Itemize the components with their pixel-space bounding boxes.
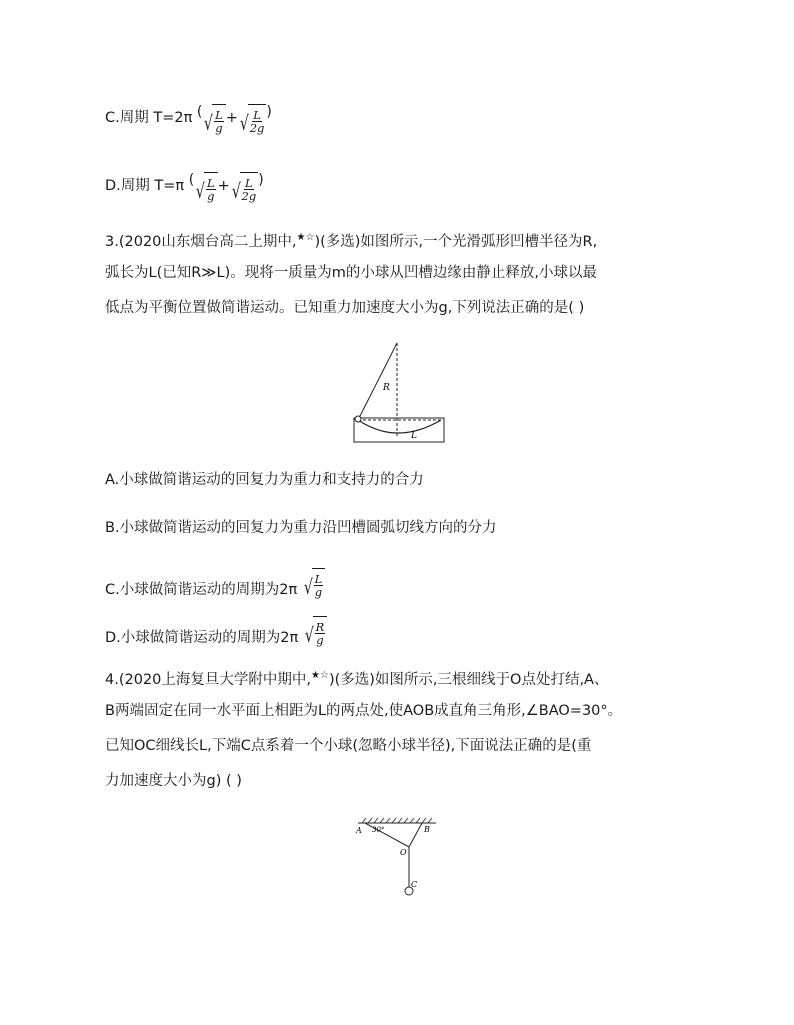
label-o: O bbox=[400, 848, 407, 857]
option-d-period bbox=[105, 170, 264, 202]
option-c-period bbox=[105, 102, 272, 134]
q3-line-3: 低点为平衡位置做简谐运动。已知重力加速度大小为g,下列说法正确的是( ) bbox=[105, 300, 585, 316]
label-l: L bbox=[411, 431, 417, 441]
q4-figure-strings bbox=[350, 815, 450, 900]
label-c: C bbox=[411, 880, 418, 889]
option-d-label: D.周期 T=π bbox=[105, 178, 185, 194]
sqrt-l-over-g: √ $\frac{L}{g}$ bbox=[194, 170, 217, 202]
sqrt-r-over-g: √ $\frac{R}{g}$ bbox=[303, 614, 327, 646]
q4-line-2: B两端固定在同一水平面上相距为L的两点处,使AOB成直角三角形,∠BAO=30°。 bbox=[105, 703, 623, 719]
q3-option-d[interactable]: D.小球做简谐运动的周期为2π √ $\frac{R}{g}$ bbox=[105, 614, 327, 648]
option-c-formula: ( √ $\frac{L}{g}$ + √ $\frac{L}{2g}$ ) bbox=[196, 104, 272, 135]
q4-line-1: 4.(2020上海复旦大学附中期中,★☆)(多选)如图所示,三根细线于O点处打结,A、 bbox=[105, 670, 609, 688]
q3-line-1: 3.(2020山东烟台高二上期中,★☆)(多选)如图所示,一个光滑弧形凹槽半径为R, bbox=[105, 232, 598, 250]
label-b: B bbox=[424, 825, 430, 834]
groove-block bbox=[354, 418, 444, 442]
option-d-formula: ( √ $\frac{L}{g}$ + √ $\frac{L}{2g}$ ) bbox=[188, 172, 264, 203]
sqrt-l-over-g: √ $\frac{L}{g}$ bbox=[302, 566, 325, 598]
difficulty-stars: ★☆ bbox=[296, 232, 315, 243]
q3-option-c[interactable]: C.小球做简谐运动的周期为2π √ $\frac{L}{g}$ bbox=[105, 566, 325, 600]
q4-line-3: 已知OC细线长L,下端C点系着一个小球(忽略小球半径),下面说法正确的是(重 bbox=[105, 738, 592, 754]
option-c-label: C.周期 T=2π bbox=[105, 110, 193, 126]
label-a: A bbox=[356, 826, 362, 835]
q3-figure-arc-groove bbox=[345, 338, 455, 448]
difficulty-stars: ★☆ bbox=[311, 670, 329, 681]
q3-line-2: 弧长为L(已知R≫L)。现将一质量为m的小球从凹槽边缘由静止释放,小球以最 bbox=[105, 265, 597, 281]
q3-option-a[interactable]: A.小球做简谐运动的回复力为重力和支持力的合力 bbox=[105, 472, 424, 488]
sqrt-l-over-2g: √ $\frac{L}{2g}$ bbox=[230, 170, 258, 202]
ball bbox=[355, 416, 361, 422]
q3-option-b[interactable]: B.小球做简谐运动的回复力为重力沿凹槽圆弧切线方向的分力 bbox=[105, 520, 497, 536]
radius-line bbox=[358, 343, 397, 420]
label-angle: 30° bbox=[372, 826, 385, 834]
sqrt-l-over-g: √ $\frac{L}{g}$ bbox=[202, 102, 225, 134]
sqrt-l-over-2g: √ $\frac{L}{2g}$ bbox=[238, 102, 266, 134]
label-r: R bbox=[383, 383, 390, 393]
q4-line-4: 力加速度大小为g) ( ) bbox=[105, 773, 242, 789]
ceiling-hatch bbox=[362, 818, 432, 823]
string-bo bbox=[409, 823, 422, 847]
arc-groove bbox=[358, 420, 441, 433]
